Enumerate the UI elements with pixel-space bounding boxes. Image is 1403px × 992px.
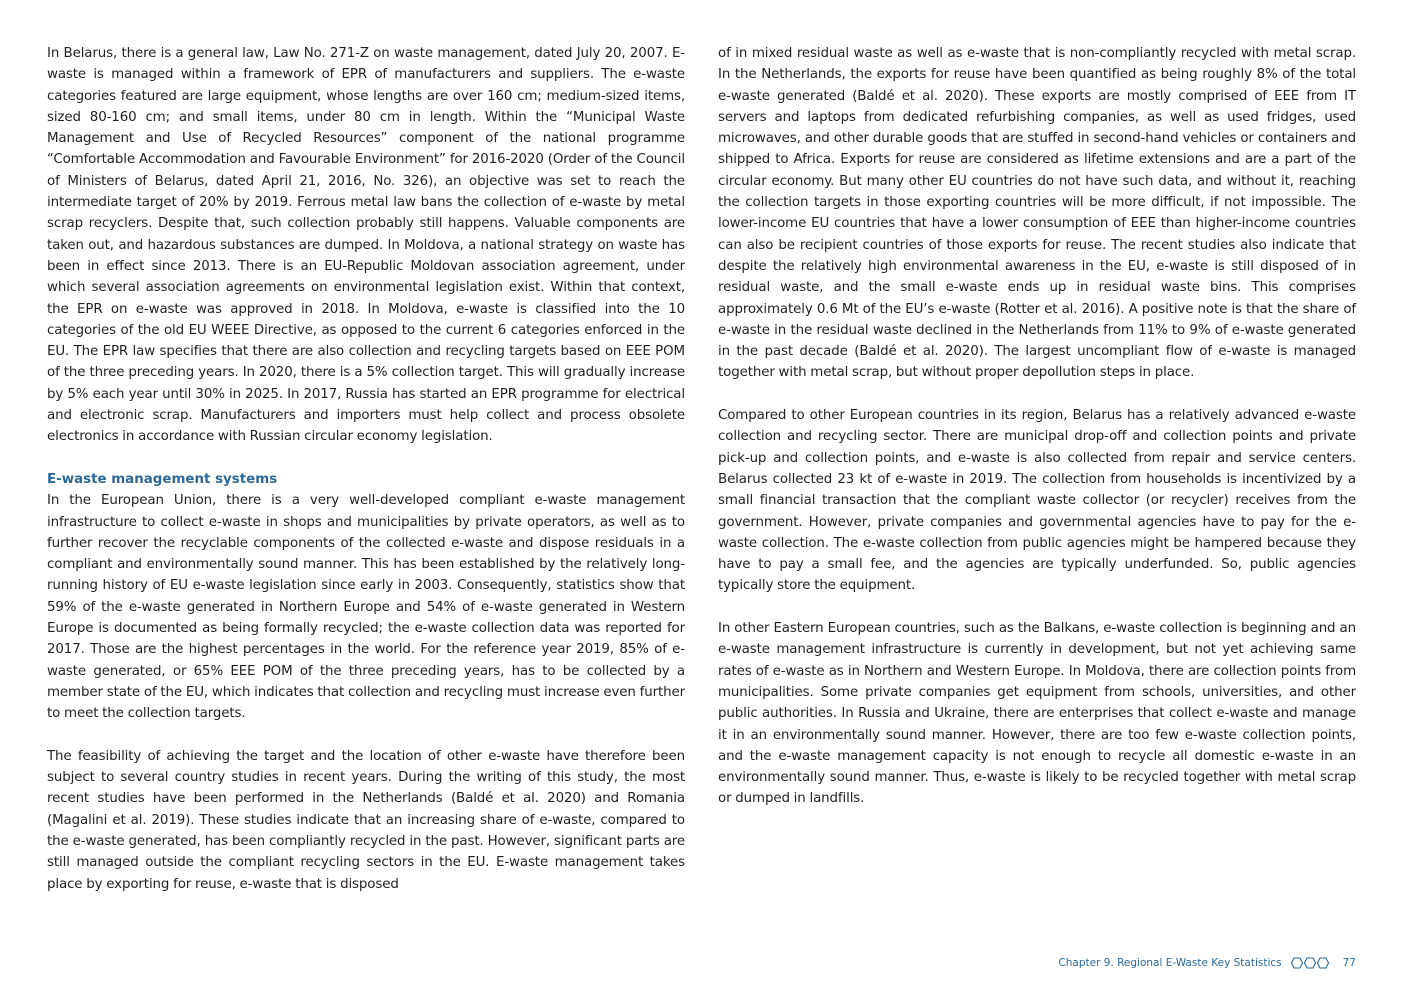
page-footer <box>1058 957 1356 969</box>
hexagon-icon <box>1304 957 1316 969</box>
paragraph-belarus-collection: Compared to other European countries in its region, Belarus has a relatively advanced e-waste collection and recycling sector. There are municipal drop-off and collection points and private pick-up and collection points, and e-waste is also collected from repair and service centers. Belarus collected 23 kt of e-waste in 2019. The collection from households is incentivized by a small financial transaction that the compliant waste collector (or recycler) receives from the government. However, private companies and governmental agencies have to pay for the e-waste collection. The e-waste collection from public agencies might be hampered because they have to pay a small fee, and the agencies are typically underfunded. So, public agencies typically store the equipment. <box>718 408 1356 594</box>
paragraph-belarus-law: In Belarus, there is a general law, Law No. 271-Z on waste management, dated July 20, 2007. E-waste is managed within a framework of EPR of manufacturers and suppliers. The e-waste categories featured are large equipment, whose lengths are over 160 cm; medium-sized items, sized 80-160 cm; and small items, under 80 cm in length. Within the “Municipal Waste Management and Use of Recycled Resources” component of the national programme “Comfortable Accommodation and Favourable Environment” for 2016-2020 (Order of the Council of Ministers of Belarus, dated April 21, 2016, No. 326), an objective was set to reach the intermediate target of 20% by 2019. Ferrous metal law bans the collection of e-waste by metal scrap recyclers. Despite that, such collection probably still happens. Valuable components are taken out, and hazardous substances are dumped. In Moldova, a national strategy on waste has been in effect since 2013. There is an EU-Republic Moldovan association agreement, under which several association agreements on environmental legislation exist. Within that context, the EPR on e-waste was approved in 2018. In Moldova, e-waste is classified into the 10 categories of the old EU WEEE Directive, as opposed to the current 6 categories enforced in the EU. The EPR law specifies that there are also collection and recycling targets based on EEE POM of the three preceding years. In 2020, there is a 5% collection target. This will gradually increase by 5% each year until 30% in 2025. In 2017, Russia has started an EPR programme for electrical and electronic scrap. Manufacturers and importers must help collect and process obsolete electronics in accordance with Russian circular economy legislation. <box>47 46 685 445</box>
paragraph-gap <box>718 384 1356 405</box>
paragraph-gap <box>47 725 685 746</box>
hexagon-icon <box>1317 957 1329 969</box>
hexagon-icons <box>1291 957 1329 969</box>
page-number: 77 <box>1342 957 1356 969</box>
left-column <box>47 43 685 895</box>
hexagon-icon <box>1291 957 1303 969</box>
chapter-title: Chapter 9. Regional E-Waste Key Statistics <box>1058 957 1282 969</box>
paragraph-feasibility: The feasibility of achieving the target and the location of other e-waste have therefore been subject to several country studies in recent years. During the writing of this study, the most recent studies have been performed in the Netherlands (Baldé et al. 2020) and Romania (Magalini et al. 2019). These studies indicate that an increasing share of e-waste, compared to the e-waste generated, has been compliantly recycled in the past. However, significant parts are still managed outside the compliant recycling sectors in the EU. E-waste management takes place by exporting for reuse, e-waste that is disposed <box>47 748 685 892</box>
right-column <box>718 43 1356 810</box>
section-heading: E-waste management systems <box>47 471 278 487</box>
paragraph-gap <box>718 597 1356 618</box>
paragraph-eu-infrastructure: In the European Union, there is a very well-developed compliant e-waste management infrastructure to collect e-waste in shops and municipalities by private operators, as well as to further recover the recyclable components of the collected e-waste and dispose residuals in a compliant and environmentally sound manner. This has been established by the relatively long-running history of EU e-waste legislation since early in 2003. Consequently, statistics show that 59% of the e-waste generated in Northern Europe and 54% of e-waste generated in Western Europe is documented as being formally recycled; the e-waste collection data was reported for 2017. Those are the highest percentages in the world. For the reference year 2019, 85% of e-waste generated, or 65% EEE POM of the three preceding years, has to be collected by a member state of the EU, which indicates that collection and recycling must increase even further to meet the collection targets. <box>47 493 685 722</box>
paragraph-residual-waste: of in mixed residual waste as well as e-waste that is non-compliantly recycled with metal scrap. In the Netherlands, the exports for reuse have been quantified as being roughly 8% of the total e-waste generated (Baldé et al. 2020). These exports are mostly comprised of EEE from IT servers and laptops from dedicated refurbishing companies, as well as used fridges, used microwaves, and other durable goods that are stuffed in second-hand vehicles or containers and shipped to Africa. Exports for reuse are considered as lifetime extensions and are a part of the circular economy. But many other EU countries do not have such data, and without it, reaching the collection targets in those exporting countries will be more difficult, if not impossible. The lower-income EU countries that have a lower consumption of EEE than higher-income countries can also be recipient countries of those exports for reuse. The recent studies also indicate that despite the relatively high environmental awareness in the EU, e-waste is still disposed of in residual waste, and the small e-waste ends up in residual waste bins. This comprises approximately 0.6 Mt of the EU’s e-waste (Rotter et al. 2016). A positive note is that the share of e-waste in the residual waste declined in the Netherlands from 11% to 9% of e-waste generated in the past decade (Baldé et al. 2020). The largest uncompliant flow of e-waste is managed together with metal scrap, but without proper depollution steps in place. <box>718 46 1356 381</box>
paragraph-gap <box>47 448 685 469</box>
paragraph-eastern-europe: In other Eastern European countries, such as the Balkans, e-waste collection is beginning and an e-waste management infrastructure is currently in development, but not yet achieving same rates of e-waste as in Northern and Western Europe. In Moldova, there are collection points from municipalities. Some private companies get equipment from schools, universities, and other public authorities. In Russia and Ukraine, there are enterprises that collect e-waste and manage it in an environmentally sound manner. However, there are too few e-waste collection points, and the e-waste management capacity is not enough to recycle all domestic e-waste in an environmentally sound manner. Thus, e-waste is likely to be recycled together with metal scrap or dumped in landfills. <box>718 621 1356 807</box>
